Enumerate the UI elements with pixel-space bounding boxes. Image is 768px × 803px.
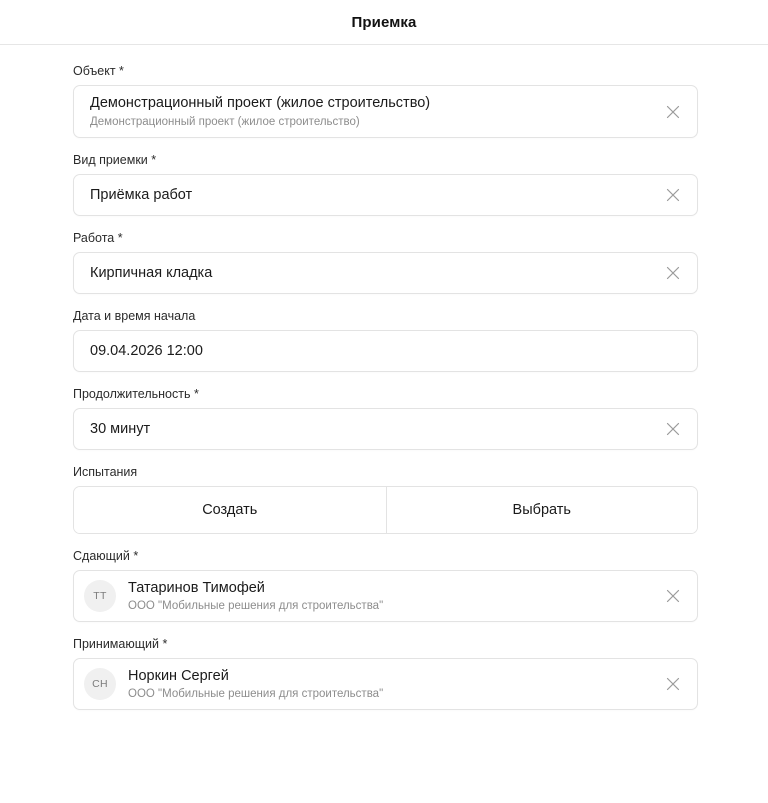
close-icon[interactable] xyxy=(662,262,684,284)
field-acceptance-type xyxy=(73,152,698,216)
field-receiver xyxy=(73,636,698,710)
work-select[interactable] xyxy=(73,252,698,294)
field-label-object: Объект * xyxy=(73,64,124,78)
field-duration xyxy=(73,386,698,450)
select-test-button[interactable]: Выбрать xyxy=(386,487,698,533)
acceptance-type-value: Приёмка работ xyxy=(90,187,193,203)
receiver-org: ООО "Мобильные решения для строительства" xyxy=(128,687,384,700)
tests-actions xyxy=(73,486,698,534)
field-tests xyxy=(73,464,698,534)
duration-value: 30 минут xyxy=(90,421,151,437)
close-icon[interactable] xyxy=(662,673,684,695)
field-start-datetime xyxy=(73,308,698,372)
field-label-work: Работа * xyxy=(73,231,123,245)
receiver-person xyxy=(84,667,653,702)
field-label-tests: Испытания xyxy=(73,465,138,479)
create-test-button[interactable]: Создать xyxy=(74,487,386,533)
submitter-name: Татаринов Тимофей xyxy=(128,579,265,596)
page-header xyxy=(0,0,768,45)
object-select[interactable] xyxy=(73,85,698,138)
field-work xyxy=(73,230,698,294)
submitter-person xyxy=(84,579,653,614)
acceptance-type-select[interactable] xyxy=(73,174,698,216)
field-object xyxy=(73,63,698,138)
work-value: Кирпичная кладка xyxy=(90,265,213,281)
avatar: ТТ xyxy=(84,580,116,612)
field-label-submitter: Сдающий * xyxy=(73,549,139,563)
submitter-org: ООО "Мобильные решения для строительства" xyxy=(128,599,384,612)
close-icon[interactable] xyxy=(662,418,684,440)
field-label-receiver: Принимающий * xyxy=(73,637,168,651)
close-icon[interactable] xyxy=(662,184,684,206)
start-datetime-value: 09.04.2026 12:00 xyxy=(90,343,203,359)
object-subvalue: Демонстрационный проект (жилое строительство) xyxy=(90,116,360,128)
field-submitter xyxy=(73,548,698,622)
receiver-name: Норкин Сергей xyxy=(128,667,229,684)
close-icon[interactable] xyxy=(662,585,684,607)
page-title: Приемка xyxy=(351,13,417,31)
duration-select[interactable] xyxy=(73,408,698,450)
avatar: СН xyxy=(84,668,116,700)
field-label-acceptance-type: Вид приемки * xyxy=(73,153,157,167)
start-datetime-input[interactable] xyxy=(73,330,698,372)
field-label-start-datetime: Дата и время начала xyxy=(73,309,196,323)
submitter-select[interactable] xyxy=(73,570,698,622)
field-label-duration: Продолжительность * xyxy=(73,387,199,401)
submitter-text xyxy=(128,579,383,614)
receiver-select[interactable] xyxy=(73,658,698,710)
object-value: Демонстрационный проект (жилое строительство) xyxy=(90,95,431,111)
close-icon[interactable] xyxy=(662,101,684,123)
acceptance-form xyxy=(0,45,768,710)
receiver-text xyxy=(128,667,383,702)
